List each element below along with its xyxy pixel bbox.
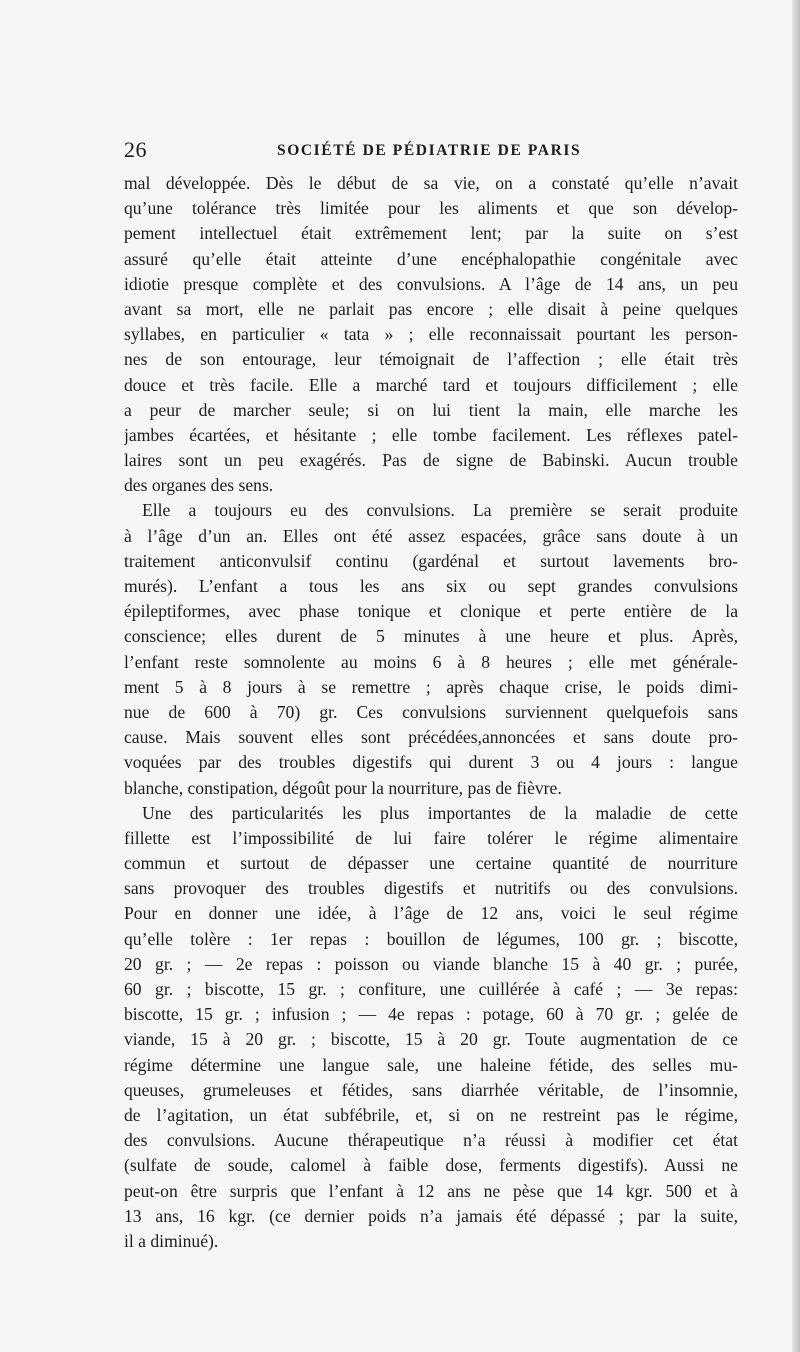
text-line: syllabes, en particulier « tata » ; elle reconnaissait pourtant les person-	[124, 324, 738, 345]
text-line: des organes des sens.	[124, 475, 274, 496]
text-line: des convulsions. Aucune thérapeutique n’a réussi à modifier cet état	[124, 1130, 738, 1151]
page-number: 26	[124, 137, 147, 162]
text-line: à l’âge d’un an. Elles ont été assez espacées, grâce sans doute à un	[124, 525, 738, 546]
text-line: il a diminué).	[124, 1230, 219, 1251]
text-line: mal développée. Dès le début de sa vie, on a constaté qu’elle n’avait	[124, 173, 738, 193]
text-line: peut-on être surpris que l’enfant à 12 ans ne pèse que 14 kgr. 500 et à	[124, 1180, 738, 1201]
text-line: régime détermine une langue sale, une haleine fétide, des selles mu-	[124, 1054, 738, 1075]
text-line: idiotie presque complète et des convulsions. A l’âge de 14 ans, un peu	[124, 273, 738, 294]
text-line: traitement anticonvulsif continu (gardénal et surtout lavements bro-	[124, 550, 738, 571]
text-line: jambes écartées, et hésitante ; elle tombe facilement. Les réflexes patel-	[124, 424, 738, 445]
text-line: conscience; elles durent de 5 minutes à une heure et plus. Après,	[124, 626, 738, 647]
text-line: nue de 600 à 70) gr. Ces convulsions surviennent quelquefois sans	[124, 701, 738, 722]
text-line: sans provoquer des troubles digestifs et nutritifs ou des convulsions.	[124, 878, 738, 899]
text-line: laires sont un peu exagérés. Pas de signe de Babinski. Aucun trouble	[124, 450, 738, 471]
text-line: viande, 15 à 20 gr. ; biscotte, 15 à 20 gr. Toute augmentation de ce	[124, 1029, 738, 1050]
text-line: 13 ans, 16 kgr. (ce dernier poids n’a jamais été dépassé ; par la suite,	[124, 1205, 738, 1226]
text-line: pement intellectuel était extrêmement lent; par la suite on s’est	[124, 223, 738, 244]
text-line: épileptiformes, avec phase tonique et clonique et perte entière de la	[124, 601, 738, 622]
paragraph-1	[124, 171, 738, 498]
text-line: l’enfant reste somnolente au moins 6 à 8 heures ; elle met générale-	[124, 651, 738, 672]
text-line: assuré qu’elle était atteinte d’une encéphalopathie congénitale avec	[124, 248, 738, 269]
paragraph-2	[124, 498, 738, 800]
text-line: murés). L’enfant a tous les ans six ou sept grandes convulsions	[124, 576, 738, 596]
text-line: douce et très facile. Elle a marché tard et toujours difficilement ; elle	[124, 374, 738, 395]
text-line: 60 gr. ; biscotte, 15 gr. ; confiture, une cuillérée à café ; — 3e repas:	[124, 979, 738, 999]
text-line: Pour en donner une idée, à l’âge de 12 ans, voici le seul régime	[124, 903, 738, 924]
text-line: nes de son entourage, leur témoignait de l’affection ; elle était très	[124, 349, 738, 370]
page-header	[124, 136, 740, 164]
text-line: biscotte, 15 gr. ; infusion ; — 4e repas : potage, 60 à 70 gr. ; gelée de	[124, 1004, 738, 1025]
text-line: 20 gr. ; — 2e repas : poisson ou viande blanche 15 à 40 gr. ; purée,	[124, 953, 738, 974]
text-line: de l’agitation, un état subfébrile, et, si on ne restreint pas le régime,	[124, 1104, 738, 1125]
text-line: avant sa mort, elle ne parlait pas encore ; elle disait à peine quelques	[124, 298, 738, 319]
text-line: blanche, constipation, dégoût pour la nourriture, pas de fièvre.	[124, 777, 562, 798]
text-line: ment 5 à 8 jours à se remettre ; après chaque crise, le poids dimi-	[124, 676, 738, 697]
page-edge-shadow	[792, 0, 800, 1352]
text-line: voquées par des troubles digestifs qui durent 3 ou 4 jours : langue	[124, 752, 738, 773]
paragraph-3	[124, 801, 738, 1254]
text-line: queuses, grumeleuses et fétides, sans diarrhée véritable, de l’insomnie,	[124, 1079, 738, 1100]
text-line: (sulfate de soude, calomel à faible dose, ferments digestifs). Aussi ne	[124, 1155, 738, 1176]
text-line: qu’elle tolère : 1er repas : bouillon de légumes, 100 gr. ; biscotte,	[124, 928, 738, 949]
text-line: a peur de marcher seule; si on lui tient la main, elle marche les	[124, 399, 738, 420]
body-text	[124, 171, 738, 1254]
text-line: Elle a toujours eu des convulsions. La première se serait produite	[142, 500, 738, 521]
text-line: fillette est l’impossibilité de lui faire tolérer le régime alimentaire	[124, 827, 738, 848]
running-title: SOCIÉTÉ DE PÉDIATRIE DE PARIS	[277, 142, 582, 159]
text-line: cause. Mais souvent elles sont précédées,annoncées et sans doute pro-	[124, 727, 738, 748]
text-line: commun et surtout de dépasser une certaine quantité de nourriture	[124, 853, 738, 874]
text-line: Une des particularités les plus importantes de la maladie de cette	[142, 802, 738, 823]
text-line: qu’une tolérance très limitée pour les aliments et que son dévelop-	[124, 198, 738, 219]
